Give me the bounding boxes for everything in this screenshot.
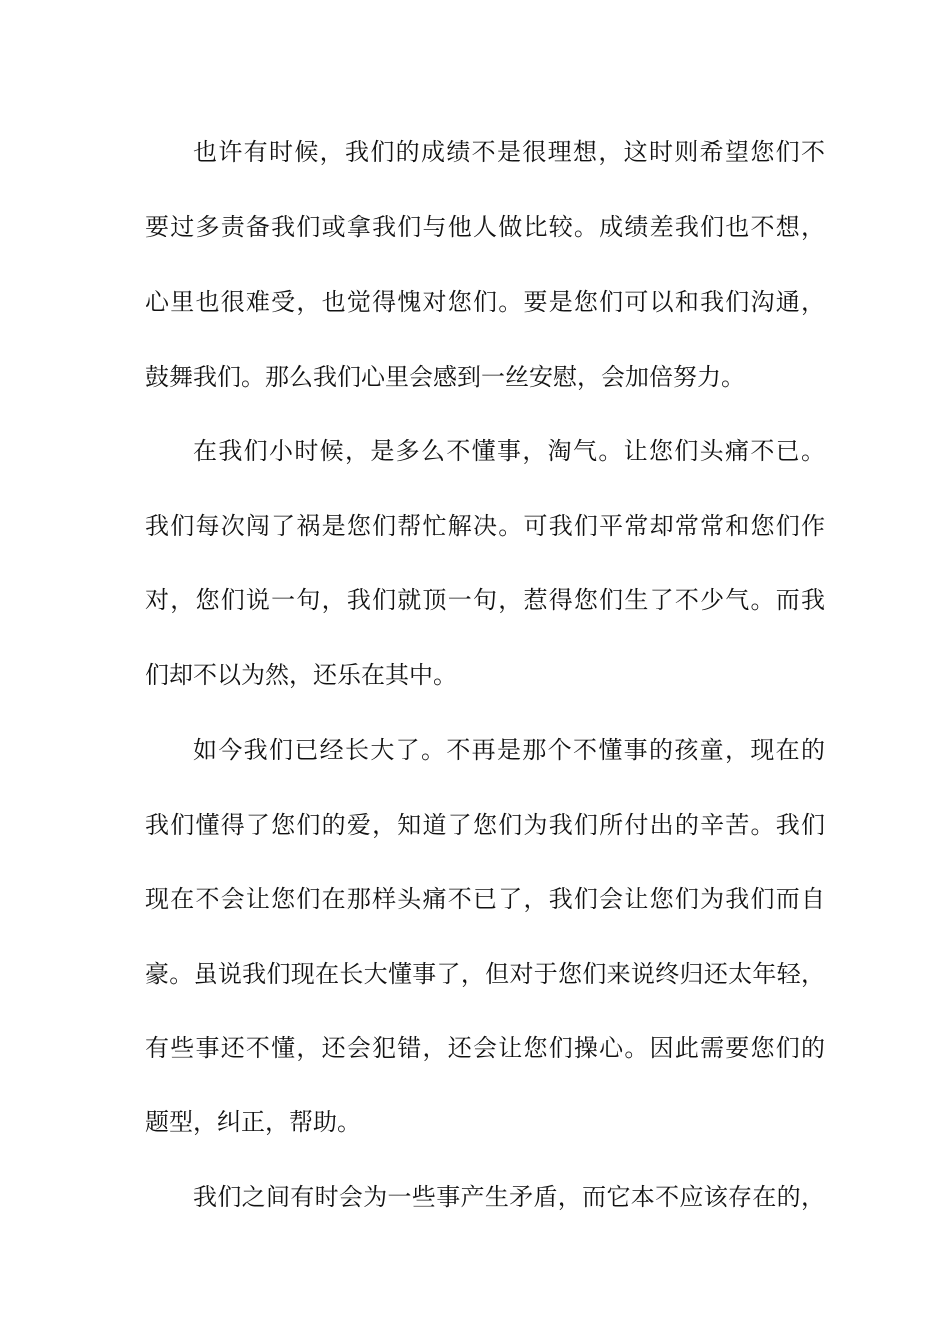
paragraph-3-line-6: 题型，纠正，帮助。	[145, 1108, 361, 1136]
paragraph-3-line-3: 现在不会让您们在那样头痛不已了，我们会让您们为我们而自	[145, 885, 825, 913]
paragraph-1-line-3: 心里也很难受，也觉得愧对您们。要是您们可以和我们沟通，	[145, 288, 825, 316]
paragraph-3-line-2: 我们懂得了您们的爱，知道了您们为我们所付出的辛苦。我们	[145, 811, 825, 839]
paragraph-4-line-1: 我们之间有时会为一些事产生矛盾，而它本不应该存在的，	[193, 1183, 825, 1211]
paragraph-2-line-1: 在我们小时候，是多么不懂事，淘气。让您们头痛不已。	[193, 437, 825, 465]
paragraph-2-line-2: 我们每次闯了祸是您们帮忙解决。可我们平常却常常和您们作	[145, 512, 825, 540]
paragraph-1-line-2: 要过多责备我们或拿我们与他人做比较。成绩差我们也不想，	[145, 213, 825, 241]
paragraph-1-line-4: 鼓舞我们。那么我们心里会感到一丝安慰，会加倍努力。	[145, 363, 745, 391]
paragraph-1-line-1: 也许有时候，我们的成绩不是很理想，这时则希望您们不	[193, 138, 825, 166]
paragraph-2-line-4: 们却不以为然，还乐在其中。	[145, 661, 457, 689]
paragraph-3-line-4: 豪。虽说我们现在长大懂事了，但对于您们来说终归还太年轻，	[145, 960, 825, 988]
paragraph-3-line-1: 如今我们已经长大了。不再是那个不懂事的孩童，现在的	[193, 736, 825, 764]
paragraph-3-line-5: 有些事还不懂，还会犯错，还会让您们操心。因此需要您们的	[145, 1034, 825, 1062]
paragraph-2-line-3: 对，您们说一句，我们就顶一句，惹得您们生了不少气。而我	[145, 586, 825, 614]
